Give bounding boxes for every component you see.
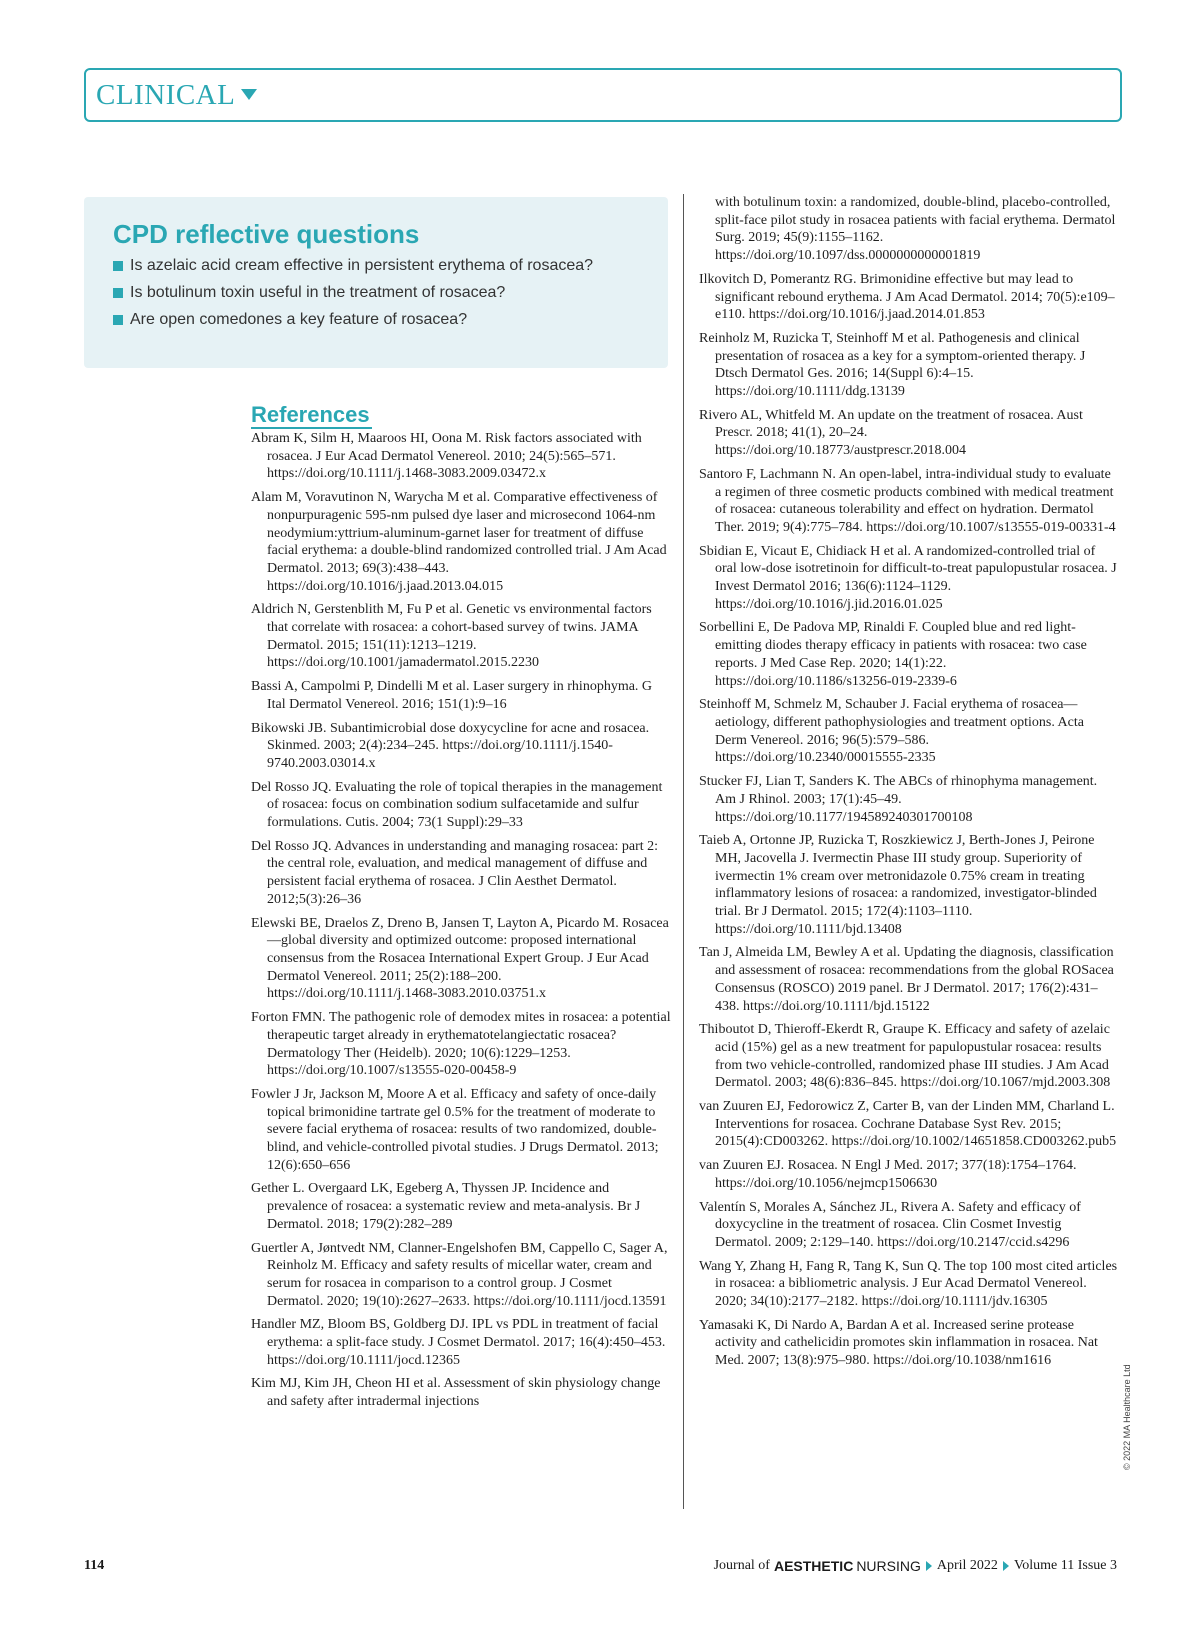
- references-heading: References: [251, 402, 370, 427]
- reference-item: Taieb A, Ortonne JP, Ruzicka T, Roszkiewicz J, Berth-Jones J, Peirone MH, Jacovella J. Ivermectin Phase III study group. Superiority of ivermectin 1% cream over metronidazole 0.75% cream in treating inflammatory lesions of rosacea: a randomized, investigator-blinded trial. Br J Dermatol. 2015; 172(4):1103–1110. https://doi.org/10.1111/bjd.13408: [699, 833, 1097, 937]
- cpd-question: [113, 252, 668, 279]
- reference-item: Sorbellini E, De Padova MP, Rinaldi F. Coupled blue and red light-emitting diodes therapy efficacy in patients with rosacea: two case reports. J Med Case Rep. 2020; 14(1):22. https://doi.org/10.1186/s13256-019-2339-6: [699, 620, 1087, 689]
- reference-item: Gether L. Overgaard LK, Egeberg A, Thyssen JP. Incidence and prevalence of rosacea: a systematic review and meta-analysis. Br J Dermatol. 2018; 179(2):282–289: [251, 1181, 641, 1232]
- page-number: 114: [84, 1558, 105, 1573]
- cpd-question-text: Are open comedones a key feature of rosacea?: [130, 311, 468, 328]
- triangle-right-icon: [926, 1561, 932, 1571]
- reference-item: Valentín S, Morales A, Sánchez JL, Rivera A. Safety and efficacy of doxycycline in the treatment of rosacea. Clin Cosmet Investig Dermatol. 2009; 2:129–140. https://doi.org/10.2147/ccid.s4296: [699, 1199, 1081, 1250]
- journal-footer: [714, 1558, 1117, 1574]
- reference-item: Thiboutot D, Thieroff-Ekerdt R, Graupe K. Efficacy and safety of azelaic acid (15%) gel as a new treatment for papulopustular rosacea: results from two vehicle-controlled, randomized phase III studies. J Am Acad Dermatol. 2003; 48(6):836–845. https://doi.org/10.1067/mjd.2003.308: [699, 1022, 1111, 1091]
- references-left-column: [251, 430, 671, 1417]
- reference-item: Ilkovitch D, Pomerantz RG. Brimonidine effective but may lead to significant rebound erythema. J Am Acad Dermatol. 2014; 70(5):e109–e110. https://doi.org/10.1016/j.jaad.2014.01.853: [699, 271, 1115, 323]
- copyright-notice: © 2022 MA Healthcare Ltd: [1122, 1364, 1132, 1470]
- reference-continuation: with botulinum toxin: a randomized, double-blind, placebo-controlled, split-face pilot study in rosacea patients with facial erythema. Dermatol Surg. 2019; 45(9):1155–1162. https://doi.org/10.1097/dss.0000000000001819: [715, 195, 1116, 264]
- cpd-question-text: Is botulinum toxin useful in the treatment of rosacea?: [130, 284, 506, 301]
- square-bullet-icon: [113, 288, 123, 298]
- section-header: [84, 68, 1122, 122]
- reference-item: Stucker FJ, Lian T, Sanders K. The ABCs of rhinophyma management. Am J Rhinol. 2003; 17(1):45–49. https://doi.org/10.1177/194589240301700108: [699, 774, 1098, 825]
- square-bullet-icon: [113, 261, 123, 271]
- cpd-title: CPD reflective questions: [113, 219, 420, 249]
- reference-item: Fowler J Jr, Jackson M, Moore A et al. Efficacy and safety of once-daily topical brimonidine tartrate gel 0.5% for the treatment of moderate to severe facial erythema of rosacea: results of two randomized, double-blind, and vehicle-controlled pivotal studies. J Drugs Dermatol. 2013; 12(6):650–656: [251, 1086, 659, 1173]
- references-right-column: [699, 194, 1119, 1376]
- reference-item: Kim MJ, Kim JH, Cheon HI et al. Assessment of skin physiology change and safety after intradermal injections: [251, 1376, 661, 1410]
- reference-item: Bassi A, Campolmi P, Dindelli M et al. Laser surgery in rhinophyma. G Ital Dermatol Venereol. 2016; 151(1):9–16: [251, 679, 653, 712]
- caret-down-icon: [241, 89, 257, 100]
- issue-date: April 2022: [936, 1558, 998, 1573]
- reference-item: Alam M, Voravutinon N, Warycha M et al. Comparative effectiveness of nonpurpuragenic 595-nm pulsed dye laser and microsecond 1064-nm neodymium:yttrium-aluminum-garnet laser for treatment of diffuse facial erythema: a double-blind randomized controlled trial. J Am Acad Dermatol. 2013; 69(3):438–443. https://doi.org/10.1016/j.jaad.2013.04.015: [251, 490, 667, 594]
- reference-item: Tan J, Almeida LM, Bewley A et al. Updating the diagnosis, classification and assessment of rosacea: recommendations from the global ROSacea Consensus (ROSCO) 2019 panel. Br J Dermatol. 2017; 176(2):431–438. https://doi.org/10.1111/bjd.15122: [699, 945, 1114, 1014]
- column-divider: [683, 194, 684, 1509]
- reference-item: van Zuuren EJ. Rosacea. N Engl J Med. 2017; 377(18):1754–1764. https://doi.org/10.1056/nejmcp1506630: [699, 1158, 1077, 1191]
- reference-item: Handler MZ, Bloom BS, Goldberg DJ. IPL vs PDL in treatment of facial erythema: a split-face study. J Cosmet Dermatol. 2017; 16(4):450–453. https://doi.org/10.1111/jocd.12365: [251, 1317, 666, 1368]
- reference-item: Guertler A, Jøntvedt NM, Clanner-Engelshofen BM, Cappello C, Sager A, Reinholz M. Efficacy and safety results of micellar water, cream and serum for rosacea in comparison to a control group. J Cosmet Dermatol. 2020; 19(10):2627–2633. https://doi.org/10.1111/jocd.13591: [251, 1240, 668, 1309]
- reference-item: Rivero AL, Whitfeld M. An update on the treatment of rosacea. Aust Prescr. 2018; 41(1), 20–24. https://doi.org/10.18773/austprescr.2018.004: [699, 407, 1083, 459]
- journal-brand-regular: NURSING: [856, 1558, 921, 1574]
- section-label-text: CLINICAL: [96, 79, 236, 111]
- volume-issue: Volume 11 Issue 3: [1013, 1558, 1117, 1573]
- triangle-right-icon: [1003, 1561, 1009, 1571]
- reference-item: Bikowski JB. Subantimicrobial dose doxycycline for acne and rosacea. Skinmed. 2003; 2(4):234–245. https://doi.org/10.1111/j.1540-9740.2003.03014.x: [251, 720, 650, 771]
- reference-item: Forton FMN. The pathogenic role of demodex mites in rosacea: a potential therapeutic target already in erythematotelangiectatic rosacea? Dermatology Ther (Heidelb). 2020; 10(6):1229–1253. https://doi.org/10.1007/s13555-020-00458-9: [251, 1010, 671, 1079]
- reference-item: Wang Y, Zhang H, Fang R, Tang K, Sun Q. The top 100 most cited articles in rosacea: a bibliometric analysis. J Eur Acad Dermatol Venereol. 2020; 34(10):2177–2182. https://doi.org/10.1111/jdv.16305: [699, 1258, 1118, 1310]
- cpd-question: [113, 279, 668, 306]
- square-bullet-icon: [113, 315, 123, 325]
- reference-item: Aldrich N, Gerstenblith M, Fu P et al. Genetic vs environmental factors that correlate with rosacea: a cohort-based survey of twins. JAMA Dermatol. 2015; 151(11):1213–1219. https://doi.org/10.1001/jamadermatol.2015.2230: [251, 602, 652, 671]
- cpd-panel: [84, 197, 668, 368]
- reference-item: Elewski BE, Draelos Z, Dreno B, Jansen T, Layton A, Picardo M. Rosacea—global diversity and optimized outcome: proposed international consensus from the Rosacea International Expert Group. J Eur Acad Dermatol Venereol. 2011; 25(2):188–200. https://doi.org/10.1111/j.1468-3083.2010.03751.x: [251, 915, 669, 1002]
- reference-item: Reinholz M, Ruzicka T, Steinhoff M et al. Pathogenesis and clinical presentation of rosacea as a key for a symptom-oriented therapy. J Dtsch Dermatol Ges. 2016; 14(Suppl 6):4–15. https://doi.org/10.1111/ddg.13139: [699, 330, 1086, 400]
- reference-item: Del Rosso JQ. Evaluating the role of topical therapies in the management of rosacea: focus on combination sodium sulfacetamide and sulfur formulations. Cutis. 2004; 73(1 Suppl):29–33: [251, 779, 663, 831]
- cpd-question: [113, 306, 668, 333]
- reference-item: Sbidian E, Vicaut E, Chidiack H et al. A randomized-controlled trial of oral low-dose isotretinoin for difficult-to-treat papulopustular rosacea. J Invest Dermatol 2016; 136(6):1124–1129. https://doi.org/10.1016/j.jid.2016.01.025: [699, 543, 1117, 612]
- reference-item: Yamasaki K, Di Nardo A, Bardan A et al. Increased serine protease activity and cathelicidin promotes skin inflammation in rosacea. Nat Med. 2007; 13(8):975–980. https://doi.org/10.1038/nm1616: [699, 1317, 1098, 1369]
- section-label: [96, 80, 257, 110]
- journal-prefix: Journal of: [713, 1558, 770, 1573]
- reference-item: Santoro F, Lachmann N. An open-label, intra-individual study to evaluate a regimen of three cosmetic products combined with medical treatment of rosacea: cutaneous tolerability and effect on hydration. Dermatol Ther. 2019; 9(4):775–784. https://doi.org/10.1007/s13555-019-00331-4: [699, 466, 1116, 535]
- reference-item: Abram K, Silm H, Maaroos HI, Oona M. Risk factors associated with rosacea. J Eur Acad Dermatol Venereol. 2010; 24(5):565–571. https://doi.org/10.1111/j.1468-3083.2009.03472.x: [251, 431, 642, 482]
- reference-item: van Zuuren EJ, Fedorowicz Z, Carter B, van der Linden MM, Charland L. Interventions for rosacea. Cochrane Database Syst Rev. 2015; 2015(4):CD003262. https://doi.org/10.1002/14651858.CD003262.pub5: [699, 1099, 1117, 1150]
- reference-item: Del Rosso JQ. Advances in understanding and managing rosacea: part 2: the central role, evaluation, and medical management of diffuse and persistent facial erythema of rosacea. J Clin Aesthet Dermatol. 2012;5(3):26–36: [251, 838, 659, 907]
- cpd-question-text: Is azelaic acid cream effective in persistent erythema of rosacea?: [130, 257, 594, 274]
- reference-item: Steinhoff M, Schmelz M, Schauber J. Facial erythema of rosacea—aetiology, different pathophysiologies and treatment options. Acta Derm Venereol. 2016; 96(5):579–586. https://doi.org/10.2340/00015555-2335: [699, 697, 1084, 766]
- journal-brand-bold: AESTHETIC: [773, 1558, 854, 1574]
